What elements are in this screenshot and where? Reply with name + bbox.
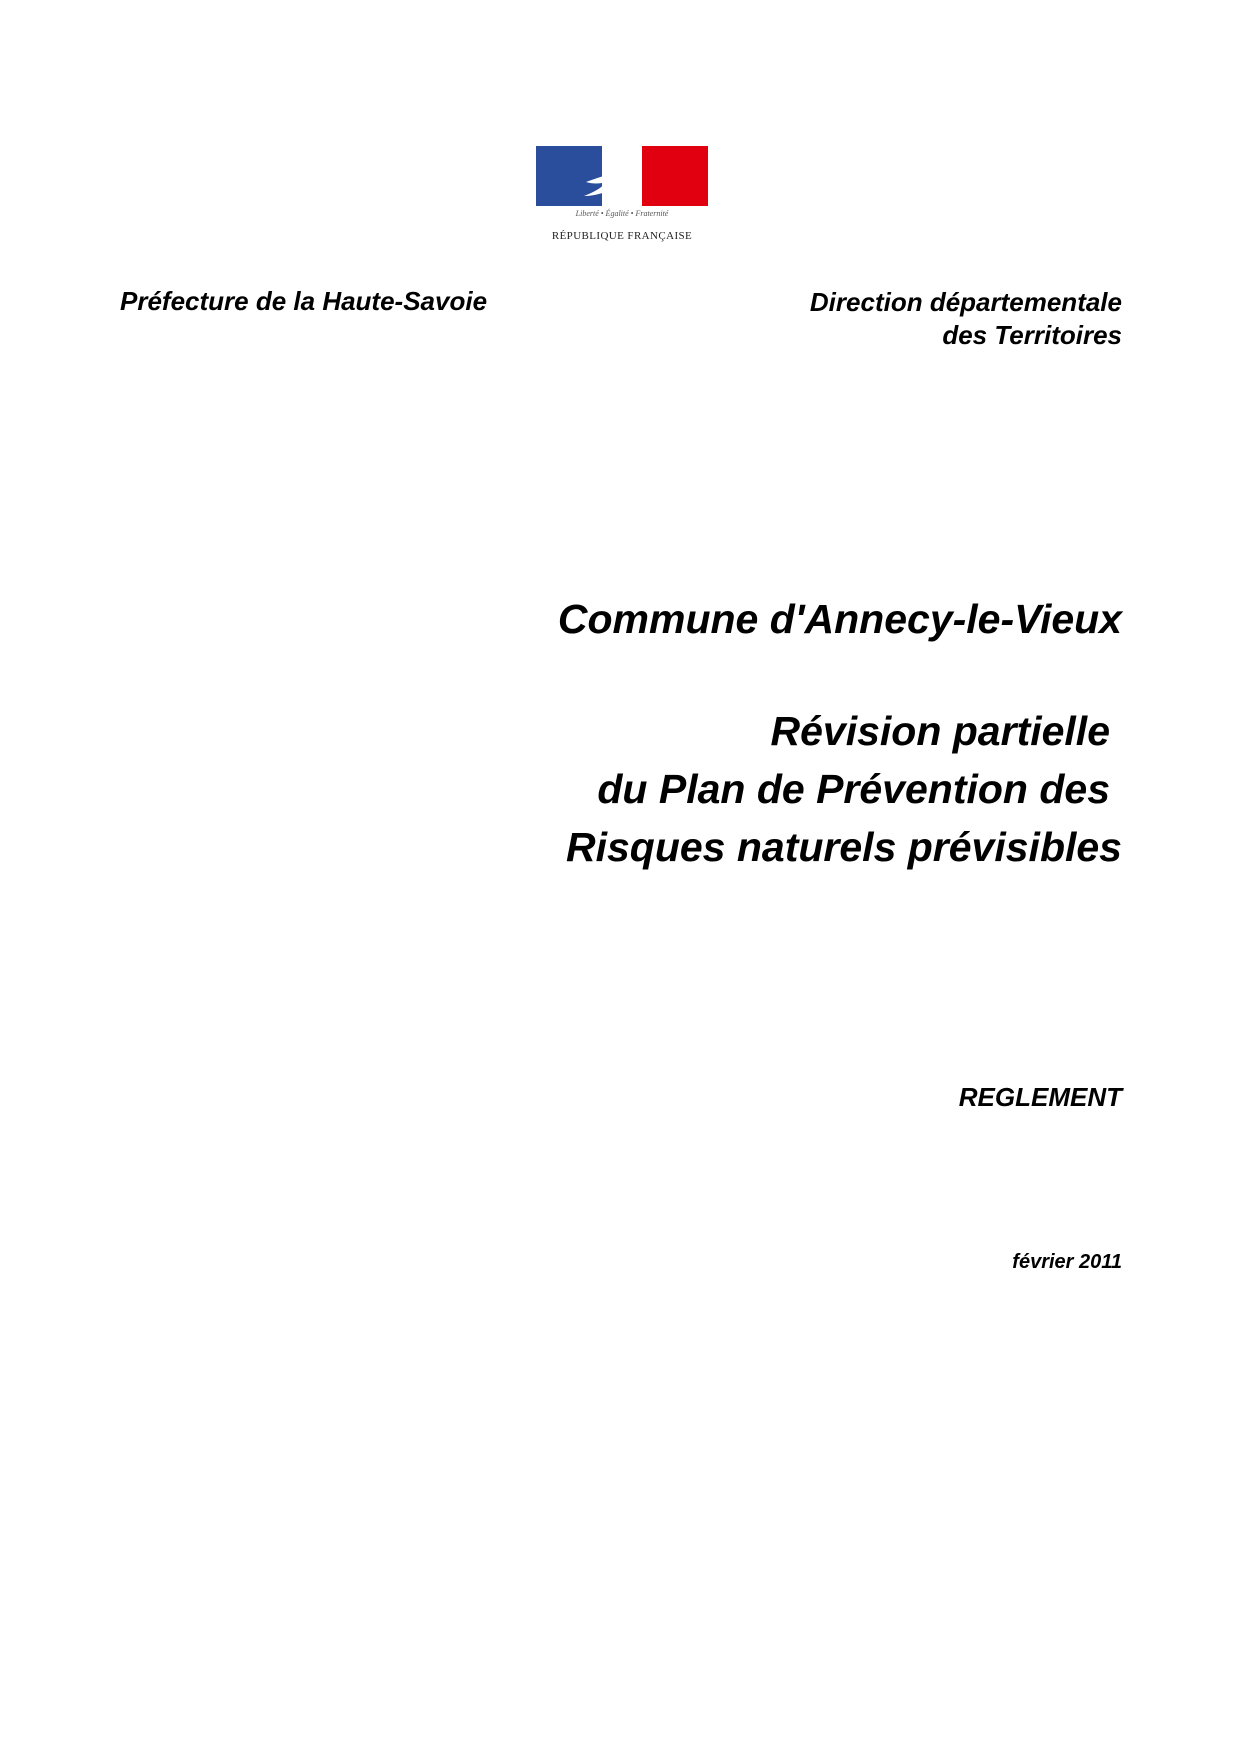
document-title	[322, 702, 1122, 876]
directorate-name	[810, 286, 1122, 352]
directorate-line-2: des Territoires	[942, 320, 1122, 350]
document-title-line-2: du Plan de Prévention des	[597, 766, 1110, 812]
republic-motto: Liberté • Égalité • Fraternité	[575, 209, 669, 218]
commune-title: Commune d'Annecy-le-Vieux	[557, 596, 1122, 642]
prefecture-name: Préfecture de la Haute-Savoie	[120, 286, 488, 316]
document-title-line-3: Risques naturels prévisibles	[565, 824, 1122, 870]
marianne-flag-icon	[536, 146, 708, 206]
document-title-line-1: Révision partielle	[770, 708, 1110, 754]
republique-francaise-logo	[536, 146, 708, 250]
republic-name: RÉPUBLIQUE FRANÇAISE	[551, 230, 693, 242]
document-date: février 2011	[1012, 1251, 1122, 1273]
directorate-line-1: Direction départementale	[809, 287, 1122, 317]
document-type: REGLEMENT	[958, 1082, 1122, 1112]
